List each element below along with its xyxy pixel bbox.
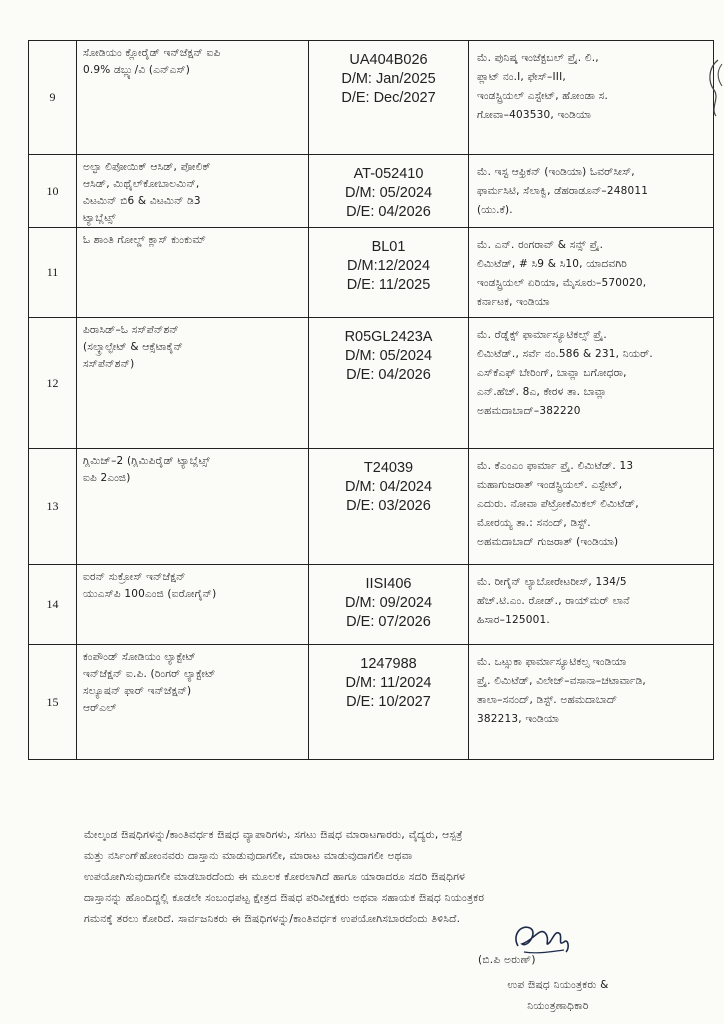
drug-name-line: ಐಪಿ 2ಎಂಜಿ) (83, 472, 131, 484)
manufacturer-line: ಪ್ರೈ. ಲಿಮಿಟೆಡ್, ವಿಲೇಜ್–ವಸಾನಾ–ಚಟಾರ್ವಾಡಿ, (477, 675, 646, 687)
stamp-mark (704, 58, 724, 118)
drug-name-line: ವಿಟಮಿನ್ ಬಿ6 & ವಿಟಮಿನ್ ಡಿ3 (83, 195, 201, 207)
manufacture-date: D/M: 05/2024 (344, 348, 433, 364)
manufacturer-line: ಮೆ. ರೀಗೈನ್ ಲ್ಯಾಬೋರೇಟರೀಸ್, 134/5 (477, 576, 627, 588)
drug-name-line: ಆಸಿಡ್, ಮಿಥೈಲ್‌ಕೋಬಾಲಮಿನ್, (83, 178, 200, 190)
drug-name-cell (77, 318, 309, 449)
manufacture-date: D/M: Jan/2025 (341, 71, 436, 87)
drug-name-line: ಕಂಪೌಂಡ್ ಸೋಡಿಯಂ ಲ್ಯಾಕ್ಟೇಟ್ (83, 651, 197, 663)
drug-name-line: ಸಲ್ಯೂಷನ್ ಫಾರ್ ಇನ್‌ಜೆಕ್ಷನ್) (83, 685, 192, 697)
drug-name-line: ಸೋಡಿಯಂ ಕ್ಲೋರೈಡ್ ಇನ್‌ಜೆಕ್ಷನ್ ಐಪಿ (83, 47, 221, 59)
drug-name-line: ಪಿರಾಸಿಡ್–ಓ ಸಸ್‌ಪೆನ್‌ಶನ್ (83, 324, 179, 336)
notice-line: ಉಪಯೋಗಿಸುವುದಾಗಲೀ ಮಾಡಬಾರದೆಂದು ಈ ಮೂಲಕ ಕೋರಲಾಗಿದೆ ಹಾಗೂ ಯಾರಾದರೂ ಸದರಿ ಔಷಧಿಗಳ (84, 871, 466, 883)
manufacturer-line: ಎದುರು. ನೋವಾ ಪೆಟ್ರೋಕೆಮಿಕಲ್ ಲಿಮಿಟೆಡ್, (477, 498, 639, 510)
row-number: 10 (29, 155, 77, 228)
table-row (29, 41, 714, 155)
expiry-date: D/E: 10/2027 (346, 694, 431, 710)
manufacture-date: D/M: 04/2024 (344, 479, 433, 495)
expiry-date: D/E: 04/2026 (346, 204, 431, 220)
batch-number: R05GL2423A (344, 329, 433, 345)
drug-name-cell (77, 645, 309, 760)
manufacture-date: D/M: 11/2024 (345, 675, 432, 691)
manufacture-date: D/M:12/2024 (346, 258, 431, 274)
drug-name-cell (77, 155, 309, 228)
manufacturer-line: ಕರ್ನಾಟಕ, ಇಂಡಿಯಾ (477, 296, 550, 308)
manufacturer-line: ಅಹಮದಾಬಾದ್ ಗುಜರಾತ್ (ಇಂಡಿಯಾ) (477, 536, 619, 548)
batch-cell (309, 228, 469, 318)
drug-table (28, 40, 714, 760)
drug-name-line: ಇನ್‌ಜೆಕ್ಷನ್ ಐ.ಪಿ. (ರಿಂಗರ್ ಲ್ಯಾಕ್ಟೇಟ್ (83, 668, 216, 680)
drug-name-line: ಐರನ್ ಸುಕ್ರೋಸ್ ಇನ್‌ಜೆಕ್ಷನ್ (83, 571, 186, 583)
batch-number: BL01 (371, 239, 406, 255)
manufacturer-cell (469, 41, 714, 155)
drug-name-line: (ಸಲ್ಕ್ರಾಲ್ಫೇಟ್ & ಆಕ್ಸೆಟಾಕೈನ್ (83, 341, 184, 353)
manufacturer-line: ಗೋವಾ–403530, ಇಂಡಿಯಾ (477, 109, 592, 121)
manufacturer-line: ಅಹಮದಾಬಾದ್–382220 (477, 405, 581, 417)
manufacturer-line: ಮಹಾಗುಜರಾತ್ ಇಂಡಸ್ಟ್ರಿಯಲ್. ಎಸ್ಟೇಟ್, (477, 479, 623, 491)
manufacturer-cell (469, 155, 714, 228)
batch-number: 1247988 (360, 656, 417, 672)
manufacturer-line: ಲಿಮಿಟೆಡ್, # ಸಿ9 & ಸಿ10, ಯಾದವಗಿರಿ (477, 258, 628, 270)
manufacturer-line: ಎನ್.ಹೆಚ್. 8ಎ, ಕೇರಳ ತಾ. ಬಾವ್ಲಾ (477, 386, 607, 398)
table-row (29, 155, 714, 228)
manufacturer-cell (469, 449, 714, 565)
drug-name-line: ಗ್ಲಿಮಿಜ್–2 (ಗ್ಲಿಮಿಪಿರೈಡ್ ಟ್ಯಾಬ್ಲೆಟ್ಸ್ (83, 455, 211, 467)
row-number: 12 (29, 318, 77, 449)
row-number: 13 (29, 449, 77, 565)
row-number: 15 (29, 645, 77, 760)
drug-name-line: ಅಲ್ಫಾ ಲಿಪೋಯಿಕ್ ಆಸಿಡ್, ಪೋಲಿಕ್ (83, 161, 211, 173)
manufacturer-line: ಪ್ಲಾಟ್ ನಂ.I, ಫೇಸ್–III, (477, 71, 566, 83)
notice-paragraph (84, 825, 684, 930)
manufacturer-line: ಲಿಮಿಟೆಡ್., ಸರ್ವೆ ನಂ.586 & 231, ನಿಯರ್. (477, 348, 653, 360)
expiry-date: D/E: 11/2025 (346, 277, 431, 293)
batch-cell (309, 41, 469, 155)
manufacturer-cell (469, 565, 714, 645)
batch-number: AT-052410 (353, 166, 424, 182)
manufacturer-line: ಹೆಚ್.ಟಿ.ಎಂ. ರೋಡ್., ರಾಯ್‌ಮರ್ ಲಾನೆ (477, 595, 630, 607)
row-number: 11 (29, 228, 77, 318)
batch-cell (309, 155, 469, 228)
signatory-designation (468, 975, 648, 1017)
manufacturer-line: ಹಿಸಾರ–125001. (477, 614, 550, 626)
designation-line: ನಿಯಂತ್ರಣಾಧಿಕಾರಿ (527, 1000, 589, 1012)
manufacture-date: D/M: 09/2024 (344, 595, 433, 611)
batch-number: IISI406 (365, 576, 412, 592)
manufacturer-line: ಮೆ. ಕೆಎಂಎಂ ಫಾರ್ಮಾ ಪ್ರೈ. ಲಿಮಿಟೆಡ್. 13 (477, 460, 634, 472)
notice-line: ಮೇಲ್ಕಂಡ ಔಷಧಿಗಳನ್ನು/ಕಾಂತಿವರ್ಧಕ ಔಷಧ ವ್ಯಾಪಾರಿಗಳು, ಸಗಟು ಔಷಧ ಮಾರಾಟಗಾರರು, ವೈದ್ಯರು, ಆಸ್ಪತ್ರೆ (84, 829, 463, 841)
table-row (29, 228, 714, 318)
notice-line: ಗಮನಕ್ಕೆ ತರಲು ಕೋರಿದೆ. ಸಾರ್ವಜನಿಕರು ಈ ಔಷಧಿಗಳನ್ನು/ಕಾಂತಿವರ್ಧಕ ಉಪಯೋಗಿಸಬಾರದೆಂದು ತಿಳಿಸಿದೆ. (84, 913, 461, 925)
manufacturer-line: ಇಂಡಸ್ಟ್ರಿಯಲ್ ಏರಿಯಾ, ಮೈಸೂರು–570020, (477, 277, 647, 289)
table-row (29, 645, 714, 760)
drug-name-line: ಓ ಶಾಂತಿ ಗೋಲ್ಡ್ ಕ್ಲಾಸ್ ಕುಂಕುಮ್ (83, 234, 206, 246)
manufacturer-line: ಮೆ. ಇಸ್ಟ ಆಫ್ರಿಕನ್ (ಇಂಡಿಯಾ) ಓವರ್‌ಸೀಸ್, (477, 166, 635, 178)
batch-number: T24039 (363, 460, 414, 476)
drug-name-cell (77, 449, 309, 565)
manufacturer-line: ಮೆ. ಪುನಿಷ್ಕ ಇಂಜೆಕ್ಟಬಲ್ ಪ್ರೈ. ಲಿ., (477, 52, 599, 64)
row-number: 9 (29, 41, 77, 155)
table-row (29, 318, 714, 449)
table-row (29, 449, 714, 565)
expiry-date: D/E: 07/2026 (346, 614, 431, 630)
manufacturer-line: ಮೆ. ರೆಡ್ನೆಕ್ಸ್ ಫಾರ್ಮಾಸ್ಯೂಟಿಕಲ್ಸ್ ಪ್ರೈ. (477, 329, 607, 341)
batch-cell (309, 318, 469, 449)
drug-name-line: ಸಸ್‌ಪೆನ್‌ಶನ್) (83, 358, 135, 370)
notice-line: ಮತ್ತು ನರ್ಸಿಂಗ್‌ಹೋಂನವರು ದಾಸ್ತಾನು ಮಾಡುವುದಾಗಲೀ, ಮಾರಾಟ ಮಾಡುವುದಾಗಲೀ ಅಥವಾ (84, 850, 413, 862)
manufacturer-cell (469, 318, 714, 449)
expiry-date: D/E: 04/2026 (346, 367, 431, 383)
drug-name-line: ಯುಎಸ್‌ಪಿ 100ಎಂಜಿ (ಐರೋಗೈನ್) (83, 588, 217, 600)
designation-line: ಉಪ ಔಷಧ ನಿಯಂತ್ರಕರು & (507, 979, 609, 991)
expiry-date: D/E: Dec/2027 (341, 90, 436, 106)
drug-name-line: 0.9% ಡಬ್ಲ್ಯು/ವಿ (ಎನ್‌ಎಸ್) (83, 64, 190, 76)
row-number: 14 (29, 565, 77, 645)
drug-name-cell (77, 565, 309, 645)
manufacturer-line: ಮೆ. ಎನ್. ರಂಗರಾವ್ & ಸನ್ಸ್ ಪ್ರೈ. (477, 239, 604, 251)
manufacturer-cell (469, 228, 714, 318)
drug-name-cell (77, 41, 309, 155)
signatory-name: (ಬಿ.ಪಿ ಅರುಣ್) (478, 954, 536, 966)
table-row (29, 565, 714, 645)
manufacturer-line: (ಯು.ಕೆ). (477, 204, 513, 216)
manufacturer-line: ಮೋರಯ್ಯ ತಾ.: ಸನಂದ್, ಡಿಸ್ಟ್. (477, 517, 591, 529)
drug-name-line: ಟ್ಯಾಬ್ಲೆಟ್ಸ್ (83, 212, 116, 224)
drug-table-body (29, 41, 714, 760)
batch-number: UA404B026 (349, 52, 428, 68)
manufacturer-line: 382213, ಇಂಡಿಯಾ (477, 713, 560, 725)
drug-name-cell (77, 228, 309, 318)
batch-cell (309, 449, 469, 565)
batch-cell (309, 645, 469, 760)
batch-cell (309, 565, 469, 645)
manufacturer-line: ಮೆ. ಒಟ್ಸುಕಾ ಫಾರ್ಮಾಸ್ಯೂಟಿಕಲ್ಸ ಇಂಡಿಯಾ (477, 656, 627, 668)
drug-name-line: ಆರ್‌ಎಲ್ (83, 702, 117, 714)
manufacturer-line: ಫಾರ್ಮಸಿಟಿ, ಸೆಲಾಕ್ವಿ, ಡೆಹರಾಡೂನ್–248011 (477, 185, 649, 197)
manufacture-date: D/M: 05/2024 (344, 185, 433, 201)
manufacturer-line: ತಾಲಾ–ಸನಂದ್, ಡಿಸ್ಟ್. ಅಹಮದಾಬಾದ್ (477, 694, 618, 706)
manufacturer-line: ಎಸ್‌ಕೆಎಫ್ ಬೇರಿಂಗ್, ಬಾವ್ಲಾ ಬಗೋಧರಾ, (477, 367, 627, 379)
manufacturer-line: ಇಂಡಸ್ಟ್ರಿಯಲ್ ಎಸ್ಟೇಟ್, ಹೋಂಡಾ ಸ. (477, 90, 608, 102)
expiry-date: D/E: 03/2026 (346, 498, 431, 514)
notice-line: ದಾಸ್ತಾನನ್ನು ಹೊಂದಿದ್ದಲ್ಲಿ ಕೂಡಲೇ ಸಂಬಂಧಪಟ್ಟ ಕ್ಷೇತ್ರದ ಔಷಧ ಪರಿವೀಕ್ಷಕರು ಅಥವಾ ಸಹಾಯಕ ಔಷಧ ನಿಯಂತ್ರಕರ (84, 892, 485, 904)
manufacturer-cell (469, 645, 714, 760)
